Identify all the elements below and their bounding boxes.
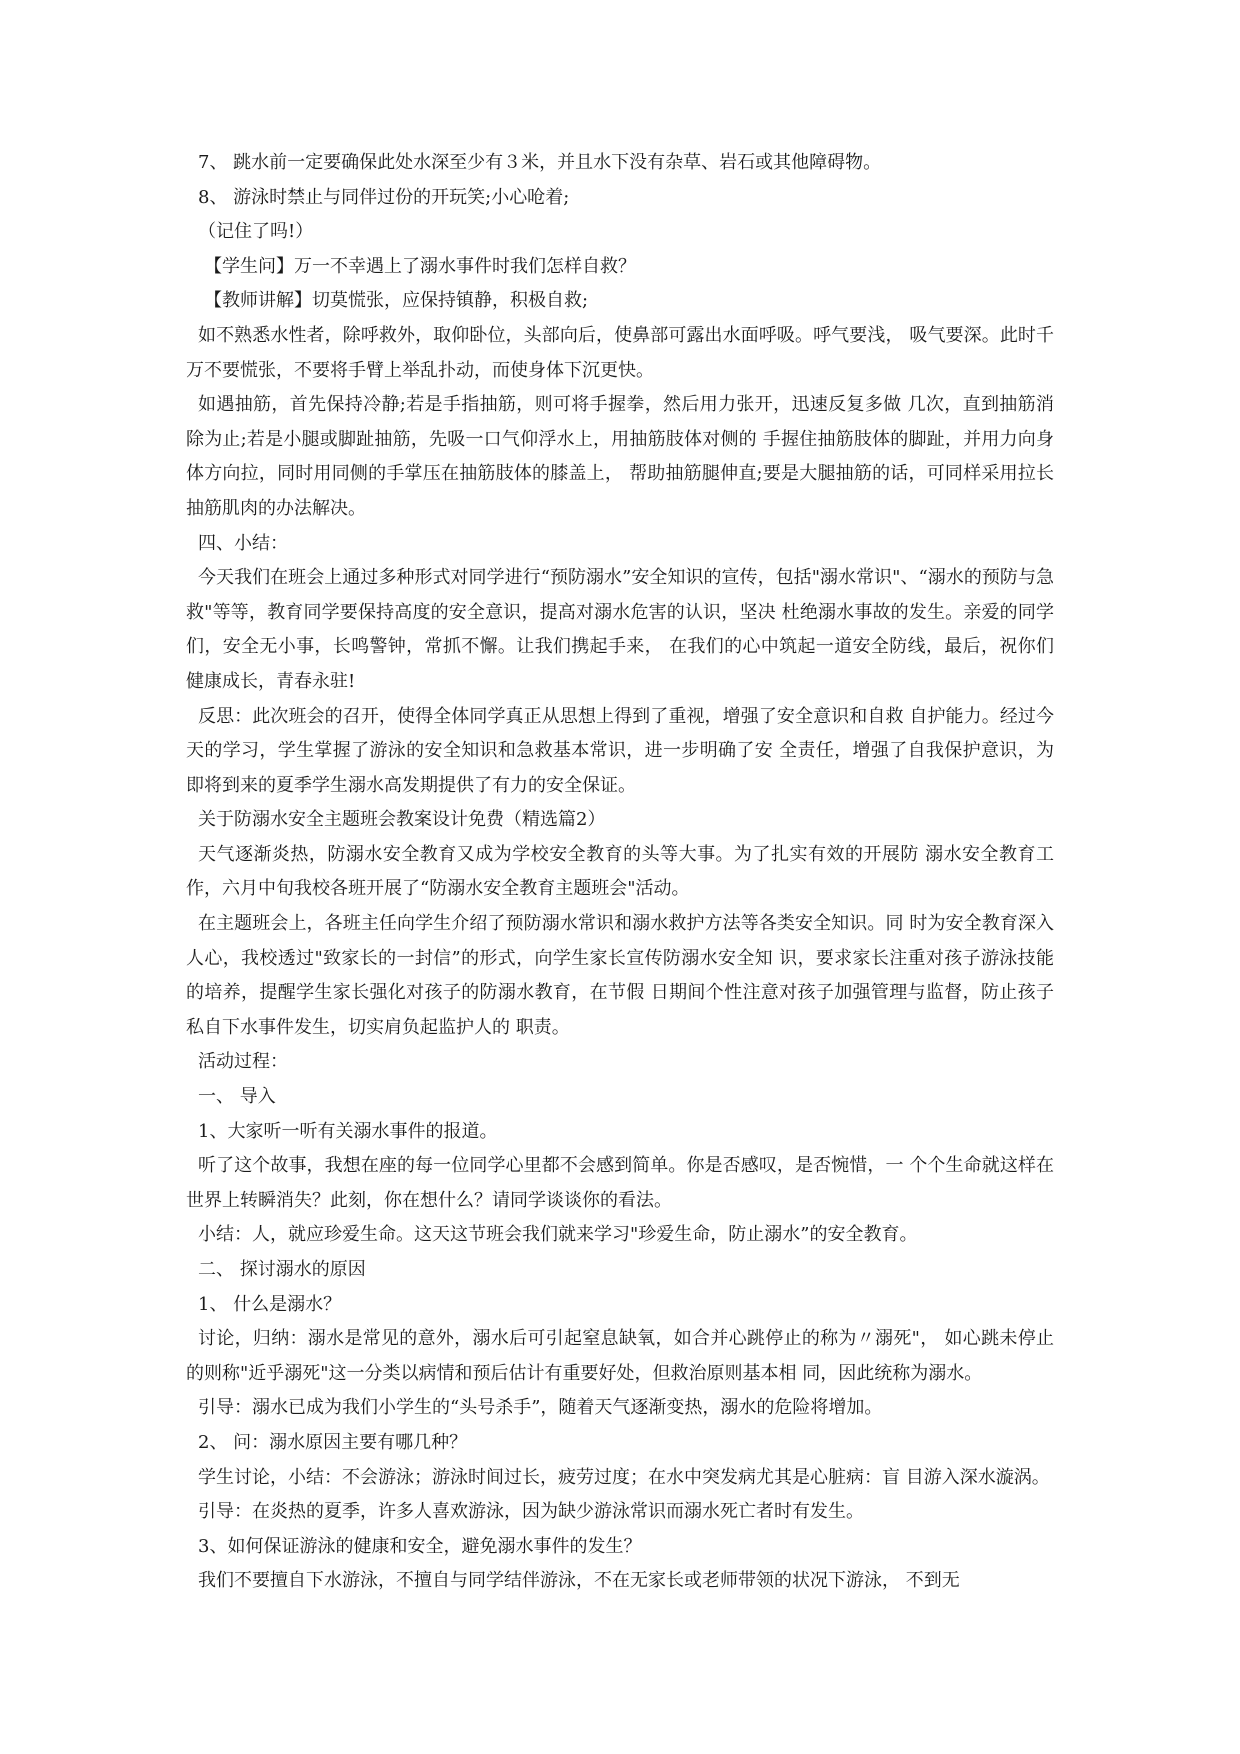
section-heading: 二、 探讨溺水的原因 [198, 1259, 366, 1280]
paragraph: 我们不要擅自下水游泳，不擅自与同学结伴游泳，不在无家长或老师带领的状况下游泳， 不到无 [198, 1570, 960, 1592]
paragraph: 小结：人，就应珍爱生命。这天这节班会我们就来学习"珍爱生命，防止溺水”的安全教育。 [198, 1224, 918, 1246]
paragraph: 引导：在炎热的夏季，许多人喜欢游泳，因为缺少游泳常识而溺水死亡者时有发生。 [198, 1501, 864, 1523]
paragraph: 8、 游泳时禁止与同伴过份的开玩笑;小心呛着; [198, 186, 570, 208]
paragraph: 1、 什么是溺水？ [198, 1293, 342, 1315]
section-heading: 活动过程： [198, 1051, 288, 1073]
document-body [186, 146, 1054, 1599]
paragraph: 今天我们在班会上通过多种形式对同学进行“预防溺水”安全知识的宣传，包括"溺水常识"、“溺水的预防与急救"等等，教育同学要保持高度的安全意识，提高对溺水危害的认识，坚决 杜绝溺水事故的发生。亲爱的同学们，安全无小事，长鸣警钟，常抓不懈。让我们携起手来， 在我们的心中筑起一道安全防线，最后，祝你们健康成长，青春永驻! [186, 567, 1054, 692]
paragraph: 讨论，归纳：溺水是常见的意外，溺水后可引起窒息缺氧，如合并心跳停止的称为〃溺死"， 如心跳未停止的则称"近乎溺死"这一分类以病情和预后估计有重要好处，但救治原则基本相 同，因此统称为溺水。 [186, 1328, 1054, 1384]
paragraph: 如遇抽筋，首先保持冷静;若是手指抽筋，则可将手握拳，然后用力张开，迅速反复多做 几次，直到抽筋消除为止;若是小腿或脚趾抽筋，先吸一口气仰浮水上，用抽筋肢体对侧的 手握住抽筋肢体的脚趾，并用力向身体方向拉，同时用同侧的手掌压在抽筋肢体的膝盖上， 帮助抽筋腿伸直;要是大腿抽筋的话，可同样采用拉长抽筋肌肉的办法解决。 [186, 394, 1054, 519]
paragraph: 1、大家听一听有关溺水事件的报道。 [198, 1120, 498, 1142]
paragraph: 学生讨论，小结：不会游泳；游泳时间过长，疲劳过度；在水中突发病尤其是心脏病：盲 目游入深水漩涡。 [198, 1466, 1050, 1488]
paragraph: 反思：此次班会的召开，使得全体同学真正从思想上得到了重视，增强了安全意识和自救 自护能力。经过今天的学习，学生掌握了游泳的安全知识和急救基本常识，进一步明确了安 全责任，增强了自我保护意识，为即将到来的夏季学生溺水高发期提供了有力的安全保证。 [186, 705, 1054, 796]
paragraph: 【教师讲解】切莫慌张，应保持镇静，积极自救; [204, 290, 589, 312]
paragraph: 在主题班会上，各班主任向学生介绍了预防溺水常识和溺水救护方法等各类安全知识。同 时为安全教育深入人心，我校透过"致家长的一封信”的形式，向学生家长宣传防溺水安全知 识，要求家长注重对孩子游泳技能的培养，提醒学生家长强化对孩子的防溺水教育，在节假 日期间个性注意对孩子加强管理与监督，防止孩子私自下水事件发生，切实肩负起监护人的 职责。 [186, 913, 1054, 1038]
paragraph: 2、 问：溺水原因主要有哪几种？ [198, 1431, 468, 1453]
paragraph: 【学生问】万一不幸遇上了溺水事件时我们怎样自救？ [204, 255, 636, 277]
section-title: 关于防溺水安全主题班会教案设计免费（精选篇2） [198, 809, 606, 831]
paragraph: 3、如何保证游泳的健康和安全，避免溺水事件的发生？ [198, 1535, 642, 1557]
section-heading: 一、 导入 [198, 1086, 276, 1108]
paragraph: 7、 跳水前一定要确保此处水深至少有３米，并且水下没有杂草、岩石或其他障碍物。 [198, 152, 882, 173]
paragraph: 引导：溺水已成为我们小学生的“头号杀手”，随着天气逐渐变热，溺水的危险将增加。 [198, 1397, 883, 1419]
section-heading: 四、小结： [198, 532, 288, 554]
paragraph: （记住了吗!） [198, 221, 314, 243]
paragraph: 如不熟悉水性者，除呼救外，取仰卧位，头部向后，使鼻部可露出水面呼吸。呼气要浅， 吸气要深。此时千万不要慌张，不要将手臂上举乱扑动，而使身体下沉更快。 [186, 324, 1054, 381]
paragraph: 听了这个故事，我想在座的每一位同学心里都不会感到简单。你是否感叹，是否惋惜，一 个个生命就这样在世界上转瞬消失？此刻，你在想什么？请同学谈谈你的看法。 [186, 1155, 1054, 1211]
paragraph: 天气逐渐炎热，防溺水安全教育又成为学校安全教育的头等大事。为了扎实有效的开展防 溺水安全教育工作，六月中旬我校各班开展了“防溺水安全教育主题班会"活动。 [186, 843, 1054, 900]
